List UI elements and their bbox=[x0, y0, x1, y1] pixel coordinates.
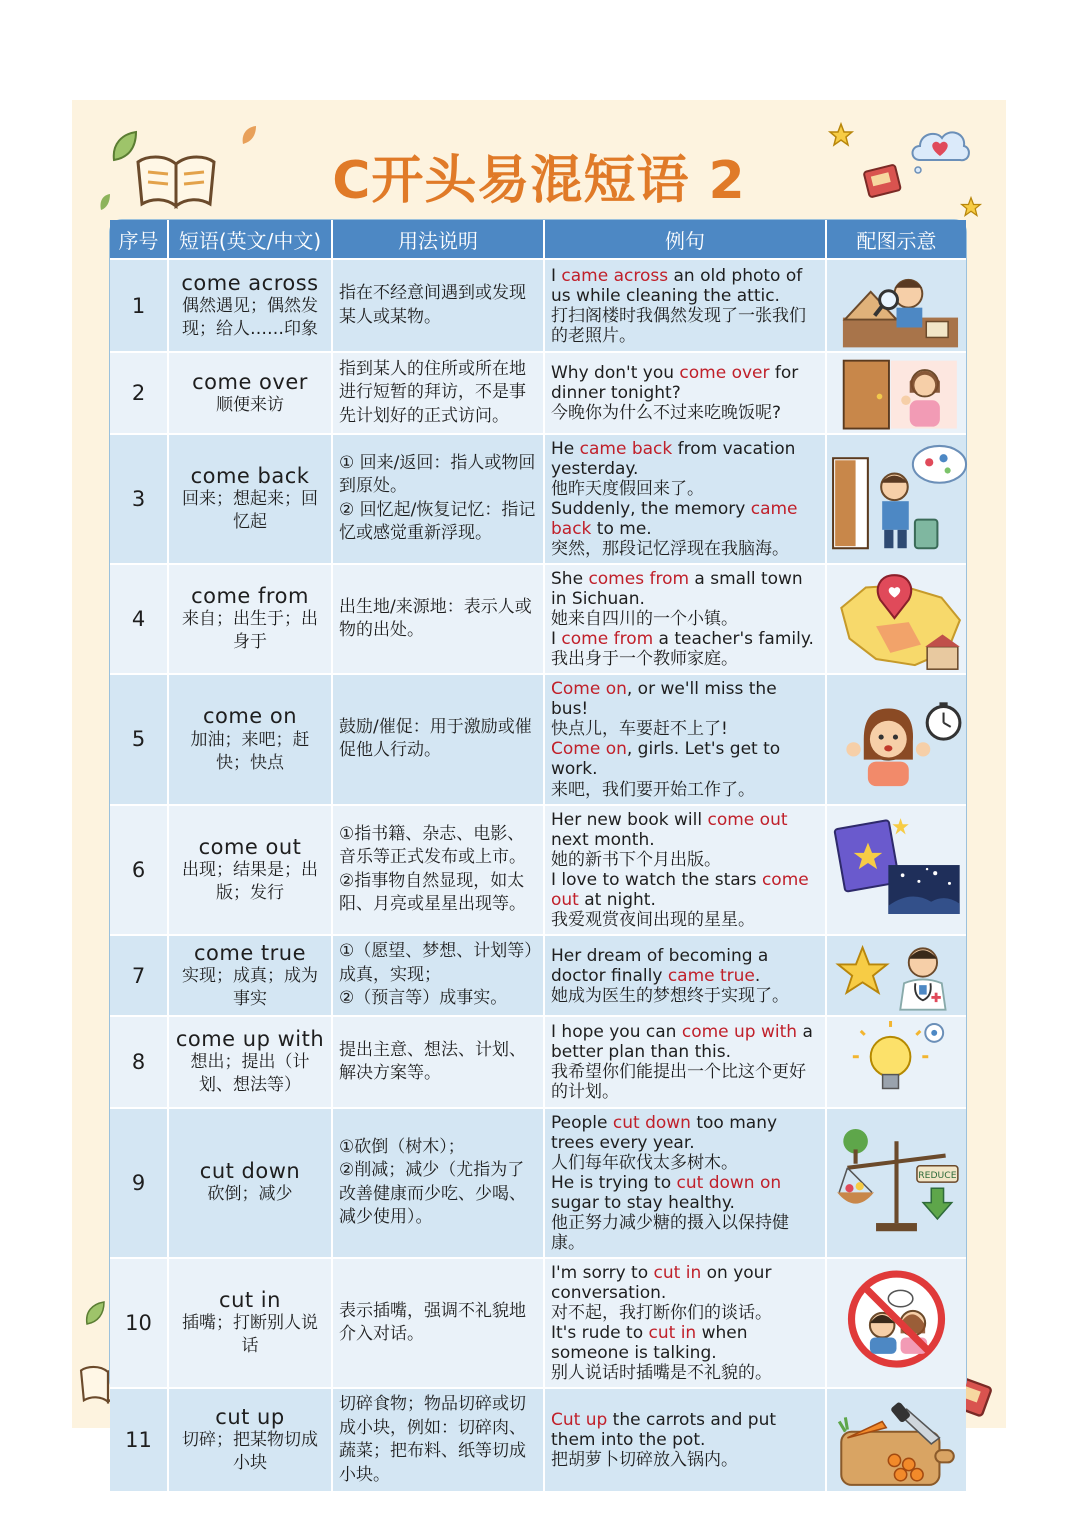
picture-cell bbox=[826, 1016, 966, 1107]
header-example: 例句 bbox=[544, 220, 826, 259]
example-text: at night. bbox=[578, 889, 656, 910]
phrase-english: come over bbox=[192, 369, 308, 394]
example-text: I love to watch the stars bbox=[551, 869, 762, 890]
example-line bbox=[551, 629, 819, 649]
lightbulb-icon bbox=[829, 1019, 964, 1104]
table-row-3 bbox=[110, 434, 966, 564]
example-cell bbox=[544, 674, 826, 804]
usage-cell: 出生地/来源地：表示人或物的出处。 bbox=[332, 564, 544, 674]
highlighted-phrase: Come on bbox=[551, 739, 627, 760]
picture-cell bbox=[826, 1258, 966, 1388]
example-line bbox=[551, 479, 819, 499]
example-line bbox=[551, 870, 819, 910]
example-line bbox=[551, 1363, 819, 1383]
phrase-cell bbox=[168, 352, 332, 433]
scale-reduce-icon bbox=[829, 1111, 964, 1255]
book-stars-icon bbox=[829, 808, 964, 932]
example-text: It's rude to bbox=[551, 1323, 649, 1344]
example-line bbox=[551, 499, 819, 539]
example-cell bbox=[544, 1016, 826, 1107]
phrase-cell bbox=[168, 1016, 332, 1107]
example-line bbox=[551, 403, 819, 423]
row-number: 9 bbox=[110, 1108, 168, 1258]
phrase-chinese: 实现；成真；成为事实 bbox=[182, 965, 318, 1009]
table-row-1 bbox=[110, 259, 966, 352]
example-text: 她的新书下个月出版。 bbox=[551, 849, 721, 870]
no-interrupt-icon bbox=[829, 1261, 964, 1385]
example-text: 他昨天度假回来了。 bbox=[551, 478, 704, 499]
phrase-chinese: 偶然遇见；偶然发现；给人……印象 bbox=[182, 295, 318, 339]
example-text: People bbox=[551, 1112, 613, 1133]
example-line bbox=[551, 306, 819, 346]
table-row-6 bbox=[110, 805, 966, 935]
row-number: 7 bbox=[110, 935, 168, 1016]
phrase-english: cut in bbox=[219, 1288, 281, 1313]
phrase-chinese: 加油；来吧；赶快；快点 bbox=[190, 729, 310, 773]
example-line bbox=[551, 719, 819, 739]
leaf-icon bbox=[84, 1300, 106, 1326]
example-cell bbox=[544, 805, 826, 935]
highlighted-phrase: comes from bbox=[588, 569, 690, 590]
usage-cell: ① 回来/返回：指人或物回到原处。 ② 回忆起/恢复记忆：指记忆或感觉重新浮现。 bbox=[332, 434, 544, 564]
phrase-chinese: 想出；提出（计划、想法等） bbox=[190, 1052, 310, 1096]
phrase-cell bbox=[168, 805, 332, 935]
phrase-cell bbox=[168, 674, 332, 804]
example-line bbox=[551, 266, 819, 306]
usage-cell: ①指书籍、杂志、电影、音乐等正式发布或上市。 ②指事物自然显现，如太阳、月亮或星星出现等。 bbox=[332, 805, 544, 935]
example-line bbox=[551, 1022, 819, 1062]
example-text: Why don't you bbox=[551, 362, 680, 383]
example-text: He bbox=[551, 438, 580, 459]
picture-cell bbox=[826, 352, 966, 433]
example-text: Suddenly, the memory bbox=[551, 498, 751, 519]
example-text: 她来自四川的一个小镇。 bbox=[551, 609, 738, 630]
usage-cell: 提出主意、想法、计划、解决方案等。 bbox=[332, 1016, 544, 1107]
example-text: , or we'll miss the bus! bbox=[551, 679, 777, 720]
example-text: I bbox=[551, 629, 562, 650]
example-text: when someone is talking. bbox=[551, 1323, 748, 1364]
example-line bbox=[551, 739, 819, 779]
example-text: 把胡萝卜切碎放入锅内。 bbox=[551, 1450, 738, 1471]
example-line bbox=[551, 439, 819, 479]
example-text: 快点儿，车要赶不上了! bbox=[551, 719, 728, 740]
example-line bbox=[551, 986, 819, 1006]
usage-cell: 指在不经意间遇到或发现某人或某物。 bbox=[332, 259, 544, 352]
example-line bbox=[551, 1303, 819, 1323]
table-row-2 bbox=[110, 352, 966, 433]
phrase-chinese: 来自；出生于；出身于 bbox=[182, 609, 318, 653]
header-usage: 用法说明 bbox=[332, 220, 544, 259]
picture-cell bbox=[826, 1108, 966, 1258]
example-text: 我出身于一个教师家庭。 bbox=[551, 649, 738, 670]
example-line bbox=[551, 780, 819, 800]
table-row-8 bbox=[110, 1016, 966, 1107]
example-line bbox=[551, 569, 819, 609]
usage-cell: ①砍倒（树木）； ②削减；减少（尤指为了改善健康而少吃、少喝、减少使用）。 bbox=[332, 1108, 544, 1258]
phrase-chinese: 回来；想起来；回忆起 bbox=[182, 489, 318, 532]
example-line bbox=[551, 1113, 819, 1153]
example-line bbox=[551, 946, 819, 986]
picture-cell bbox=[826, 259, 966, 352]
example-line bbox=[551, 609, 819, 629]
phrase-english: come out bbox=[198, 834, 302, 859]
example-text: from vacation yesterday. bbox=[551, 438, 796, 479]
example-text: too many trees every year. bbox=[551, 1112, 778, 1153]
phrase-cell bbox=[168, 259, 332, 352]
highlighted-phrase: come out bbox=[551, 869, 809, 910]
phrase-english: cut down bbox=[199, 1159, 301, 1184]
example-cell bbox=[544, 935, 826, 1016]
phrase-cell bbox=[168, 935, 332, 1016]
example-line bbox=[551, 1450, 819, 1470]
example-text: 打扫阁楼时我偶然发现了一张我们的老照片。 bbox=[551, 305, 806, 346]
example-line bbox=[551, 363, 819, 403]
example-line bbox=[551, 1213, 819, 1253]
phrase-chinese: 切碎；把某物切成小块 bbox=[182, 1430, 318, 1474]
example-text: 人们每年砍伐太多树木。 bbox=[551, 1152, 738, 1173]
highlighted-phrase: cut in bbox=[653, 1262, 702, 1283]
example-line bbox=[551, 649, 819, 669]
row-number: 1 bbox=[110, 259, 168, 352]
picture-cell bbox=[826, 805, 966, 935]
usage-cell: 表示插嘴，强调不礼貌地介入对话。 bbox=[332, 1258, 544, 1388]
highlighted-phrase: came back bbox=[551, 498, 798, 539]
row-number: 2 bbox=[110, 352, 168, 433]
table-row-11 bbox=[110, 1388, 966, 1491]
usage-cell: ①（愿望、梦想、计划等）成真，实现； ②（预言等）成事实。 bbox=[332, 935, 544, 1016]
table-header-row bbox=[110, 220, 966, 259]
highlighted-phrase: Cut up bbox=[551, 1410, 608, 1431]
phrase-chinese: 顺便来访 bbox=[216, 394, 284, 415]
example-text: I bbox=[551, 265, 562, 286]
example-line bbox=[551, 1410, 819, 1450]
highlighted-phrase: cut down bbox=[612, 1112, 691, 1133]
picture-cell bbox=[826, 564, 966, 674]
example-text: next month. bbox=[551, 829, 655, 850]
star-doctor-icon bbox=[829, 938, 964, 1013]
phrase-english: come back bbox=[190, 463, 310, 488]
row-number: 3 bbox=[110, 434, 168, 564]
example-text: 今晚你为什么不过来吃晚饭呢? bbox=[551, 403, 782, 424]
phrase-english: come from bbox=[191, 584, 309, 609]
example-text: Her new book will bbox=[551, 809, 708, 830]
example-line bbox=[551, 850, 819, 870]
example-text: I'm sorry to bbox=[551, 1262, 654, 1283]
example-text: 她成为医生的梦想终于实现了。 bbox=[551, 985, 789, 1006]
example-text: a better plan than this. bbox=[551, 1021, 813, 1062]
row-number: 8 bbox=[110, 1016, 168, 1107]
example-text: for dinner tonight? bbox=[551, 362, 799, 404]
example-text: 我爱观赏夜间出现的星星。 bbox=[551, 909, 755, 930]
row-number: 11 bbox=[110, 1388, 168, 1491]
map-pin-icon bbox=[829, 567, 964, 671]
returning-traveler-icon bbox=[829, 437, 964, 561]
highlighted-phrase: come over bbox=[679, 362, 770, 383]
example-cell bbox=[544, 1258, 826, 1388]
picture-cell bbox=[826, 674, 966, 804]
example-line bbox=[551, 679, 819, 719]
example-cell bbox=[544, 352, 826, 433]
example-text: He is trying to bbox=[551, 1172, 677, 1193]
header-no: 序号 bbox=[110, 220, 168, 259]
highlighted-phrase: came true bbox=[667, 965, 755, 986]
example-line bbox=[551, 1153, 819, 1173]
highlighted-phrase: cut in bbox=[648, 1323, 697, 1344]
example-text: She bbox=[551, 569, 589, 590]
example-text: 对不起，我打断你们的谈话。 bbox=[551, 1303, 772, 1324]
phrase-english: come across bbox=[181, 270, 319, 295]
phrase-cell bbox=[168, 434, 332, 564]
phrase-cell bbox=[168, 1388, 332, 1491]
example-text: a teacher's family. bbox=[653, 629, 814, 650]
phrase-chinese: 插嘴；打断别人说话 bbox=[182, 1313, 318, 1357]
usage-cell: 指到某人的住所或所在地进行短暂的拜访，不是事先计划好的正式访问。 bbox=[332, 352, 544, 433]
row-number: 4 bbox=[110, 564, 168, 674]
phrase-english: cut up bbox=[215, 1405, 285, 1430]
table-row-9 bbox=[110, 1108, 966, 1258]
highlighted-phrase: on bbox=[759, 1172, 782, 1193]
example-text: 来吧，我们要开始工作了。 bbox=[551, 779, 755, 800]
picture-cell bbox=[826, 935, 966, 1016]
poster bbox=[72, 100, 1006, 1485]
header-phrase: 短语(英文/中文) bbox=[168, 220, 332, 259]
highlighted-phrase: came across bbox=[561, 265, 669, 286]
table-row-5 bbox=[110, 674, 966, 804]
row-number: 10 bbox=[110, 1258, 168, 1388]
example-line bbox=[551, 1173, 819, 1213]
phrase-english: come on bbox=[202, 704, 298, 729]
row-number: 5 bbox=[110, 674, 168, 804]
example-text: to me. bbox=[591, 518, 652, 539]
example-text: on your conversation. bbox=[551, 1262, 772, 1304]
example-cell bbox=[544, 1108, 826, 1258]
picture-cell bbox=[826, 434, 966, 564]
example-text: , girls. Let's get to work. bbox=[551, 739, 781, 780]
example-text: 我希望你们能提出一个比这个更好的计划。 bbox=[551, 1061, 806, 1103]
example-text: the carrots and put them into the pot. bbox=[551, 1410, 777, 1451]
page-title: C开头易混短语 2 bbox=[332, 151, 746, 211]
phrase-chinese: 砍倒；减少 bbox=[207, 1184, 293, 1205]
stopwatch-girl-icon bbox=[829, 677, 964, 801]
example-text: sugar to stay healthy. bbox=[551, 1192, 735, 1213]
highlighted-phrase: come out bbox=[707, 809, 788, 830]
phrase-cell bbox=[168, 564, 332, 674]
example-cell bbox=[544, 434, 826, 564]
example-line bbox=[551, 910, 819, 930]
example-text: 别人说话时插嘴是不礼貌的。 bbox=[551, 1363, 772, 1384]
example-cell bbox=[544, 1388, 826, 1491]
example-text: . bbox=[754, 965, 761, 986]
highlighted-phrase: cut down bbox=[676, 1172, 755, 1193]
example-text: Her dream of becoming a doctor finally bbox=[551, 945, 769, 986]
phrase-cell bbox=[168, 1258, 332, 1388]
reduce-label: REDUCE bbox=[918, 1169, 957, 1181]
example-line bbox=[551, 810, 819, 850]
phrase-table bbox=[110, 220, 966, 1485]
example-text: 他正努力减少糖的摄入以保持健康。 bbox=[551, 1212, 789, 1253]
example-line bbox=[551, 1263, 819, 1303]
example-line bbox=[551, 1062, 819, 1102]
example-cell bbox=[544, 259, 826, 352]
phrase-chinese: 出现；结果是；出版；发行 bbox=[182, 859, 318, 903]
example-text: I hope you can bbox=[551, 1021, 682, 1042]
example-line bbox=[551, 1323, 819, 1363]
table-body bbox=[110, 259, 966, 1491]
picture-cell bbox=[826, 1388, 966, 1491]
highlighted-phrase: Come on bbox=[551, 679, 627, 700]
highlighted-phrase: come up with bbox=[681, 1021, 798, 1042]
cutting-board-icon bbox=[829, 1391, 964, 1489]
table-row-10 bbox=[110, 1258, 966, 1388]
phrase-english: come up with bbox=[175, 1026, 325, 1051]
example-text: an old photo of us while cleaning the attic. bbox=[551, 265, 803, 306]
door-visitor-icon bbox=[829, 355, 964, 430]
phrase-cell bbox=[168, 1108, 332, 1258]
table-row-4 bbox=[110, 564, 966, 674]
phrase-english: come true bbox=[193, 940, 307, 965]
table-row-7 bbox=[110, 935, 966, 1016]
example-cell bbox=[544, 564, 826, 674]
row-number: 6 bbox=[110, 805, 168, 935]
header-picture: 配图示意 bbox=[826, 220, 966, 259]
example-text: a small town in Sichuan. bbox=[551, 569, 803, 610]
highlighted-phrase: come from bbox=[561, 629, 654, 650]
example-line bbox=[551, 539, 819, 559]
highlighted-phrase: came back bbox=[579, 438, 673, 459]
example-text: 突然，那段记忆浮现在我脑海。 bbox=[551, 539, 789, 560]
magnifier-icon bbox=[829, 262, 964, 349]
usage-cell: 鼓励/催促：用于激励或催促他人行动。 bbox=[332, 674, 544, 804]
usage-cell: 切碎食物；物品切碎或切成小块，例如：切碎肉、蔬菜；把布料、纸等切成小块。 bbox=[332, 1388, 544, 1491]
